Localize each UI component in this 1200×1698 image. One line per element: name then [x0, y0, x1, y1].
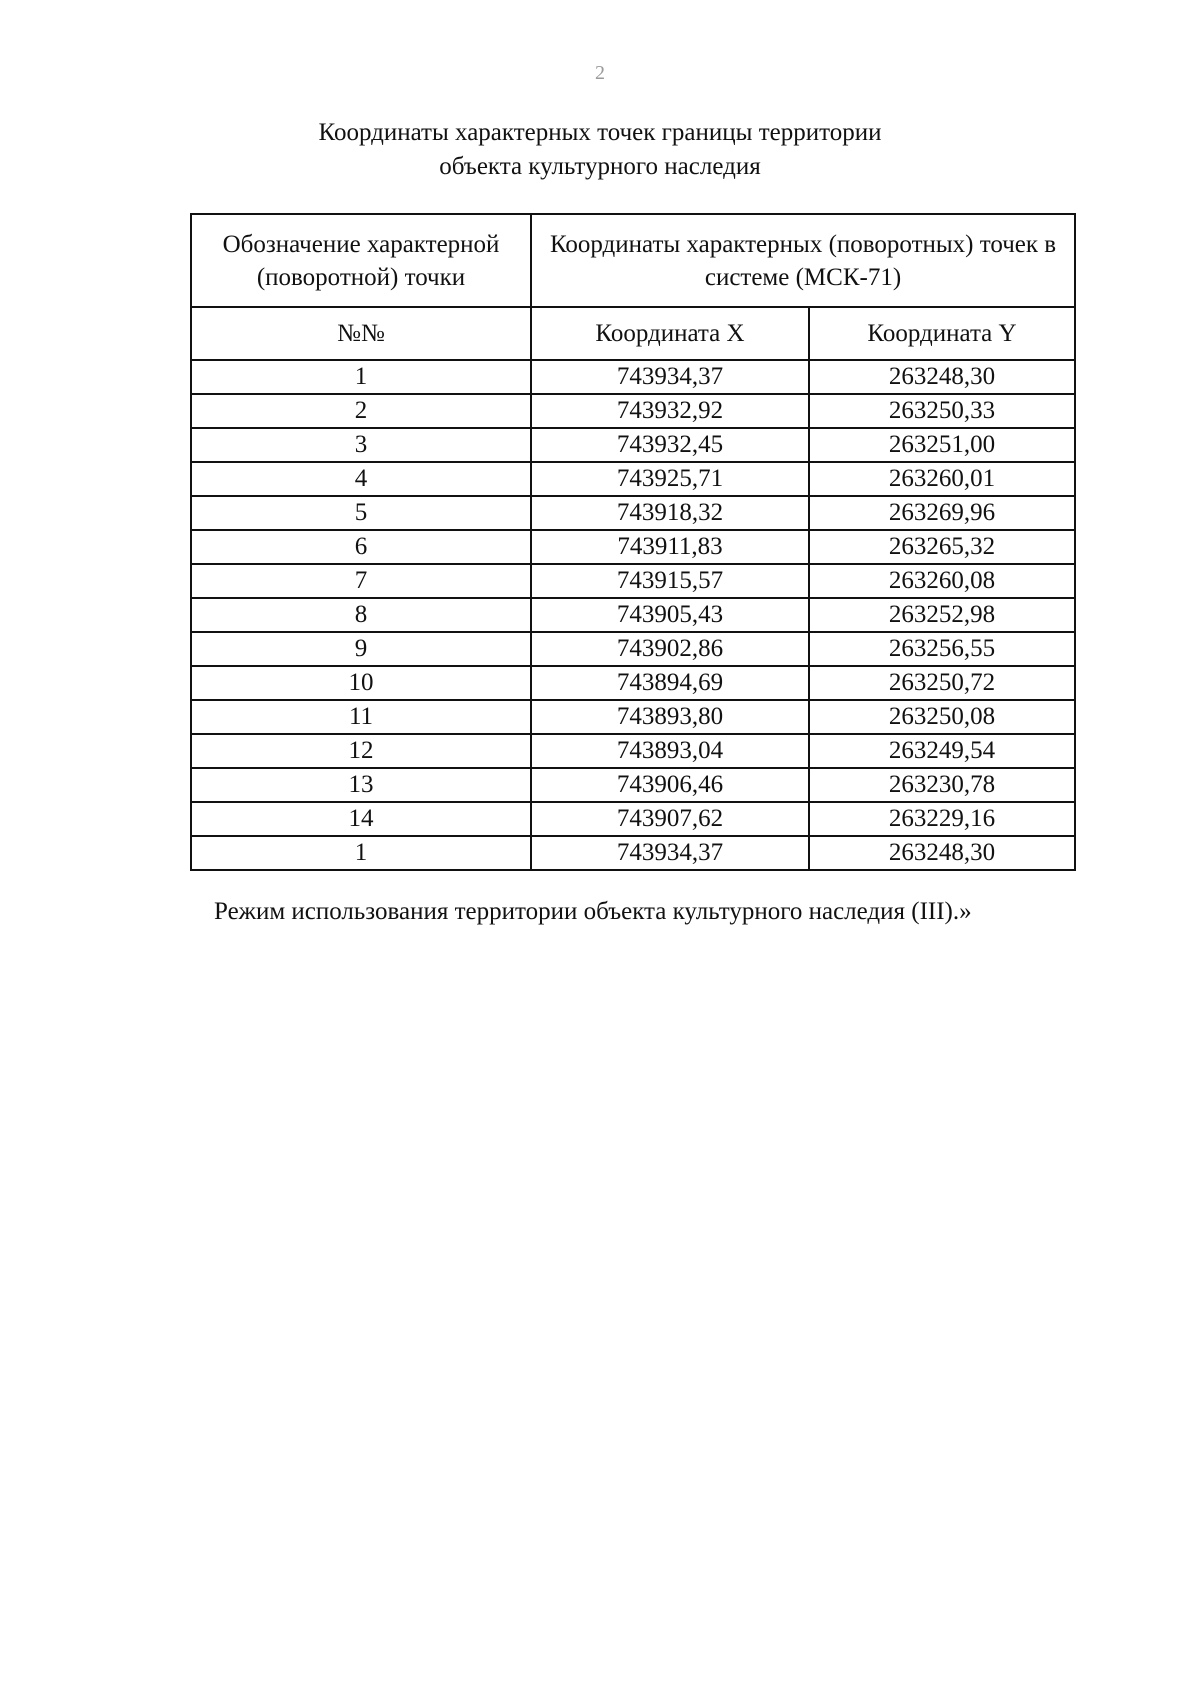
coordinates-table — [190, 213, 1076, 871]
coord-y-value: 263250,72 — [809, 666, 1075, 700]
header-point-designation: Обозначение характерной (поворотной) точки — [191, 214, 531, 307]
table-row — [191, 598, 1075, 632]
coord-y-value: 263229,16 — [809, 802, 1075, 836]
coord-y-value: 263248,30 — [809, 836, 1075, 870]
coord-x-value: 743893,80 — [531, 700, 809, 734]
table-row — [191, 564, 1075, 598]
coord-y-value: 263248,30 — [809, 360, 1075, 394]
coord-y-value: 263250,08 — [809, 700, 1075, 734]
point-number: 14 — [191, 802, 531, 836]
table-row — [191, 632, 1075, 666]
header-coordinates-system: Координаты характерных (поворотных) точек в системе (МСК-71) — [531, 214, 1075, 307]
table-row — [191, 768, 1075, 802]
coord-x-value: 743915,57 — [531, 564, 809, 598]
point-number: 8 — [191, 598, 531, 632]
point-number: 11 — [191, 700, 531, 734]
point-number: 6 — [191, 530, 531, 564]
table-row — [191, 496, 1075, 530]
coord-y-value: 263230,78 — [809, 768, 1075, 802]
header-number: №№ — [191, 307, 531, 360]
header-coord-y: Координата Y — [809, 307, 1075, 360]
coord-x-value: 743906,46 — [531, 768, 809, 802]
table-row — [191, 802, 1075, 836]
point-number: 13 — [191, 768, 531, 802]
coord-x-value: 743893,04 — [531, 734, 809, 768]
point-number: 3 — [191, 428, 531, 462]
table-row — [191, 700, 1075, 734]
coord-y-value: 263256,55 — [809, 632, 1075, 666]
document-title-line-2: объекта культурного наследия — [439, 153, 761, 180]
point-number: 12 — [191, 734, 531, 768]
coord-y-value: 263252,98 — [809, 598, 1075, 632]
point-number: 10 — [191, 666, 531, 700]
coord-y-value: 263269,96 — [809, 496, 1075, 530]
point-number: 5 — [191, 496, 531, 530]
coord-y-value: 263265,32 — [809, 530, 1075, 564]
coord-x-value: 743902,86 — [531, 632, 809, 666]
coord-x-value: 743934,37 — [531, 360, 809, 394]
page-number: 2 — [595, 62, 605, 84]
point-number: 4 — [191, 462, 531, 496]
regime-text: Режим использования территории объекта культурного наследия (III).» — [214, 898, 972, 925]
table-row — [191, 360, 1075, 394]
coord-y-value: 263260,01 — [809, 462, 1075, 496]
table-row — [191, 530, 1075, 564]
coord-x-value: 743925,71 — [531, 462, 809, 496]
table-row — [191, 394, 1075, 428]
table-header-row — [191, 214, 1075, 307]
coord-y-value: 263250,33 — [809, 394, 1075, 428]
coord-x-value: 743911,83 — [531, 530, 809, 564]
point-number: 1 — [191, 360, 531, 394]
point-number: 2 — [191, 394, 531, 428]
coord-y-value: 263249,54 — [809, 734, 1075, 768]
table-subheader-row — [191, 307, 1075, 360]
coord-x-value: 743918,32 — [531, 496, 809, 530]
coord-x-value: 743907,62 — [531, 802, 809, 836]
coord-x-value: 743894,69 — [531, 666, 809, 700]
document-title-line-1: Координаты характерных точек границы территории — [318, 119, 882, 146]
header-coord-x: Координата X — [531, 307, 809, 360]
point-number: 7 — [191, 564, 531, 598]
table-row — [191, 836, 1075, 870]
document-title — [0, 116, 1200, 184]
coord-y-value: 263260,08 — [809, 564, 1075, 598]
coord-x-value: 743932,45 — [531, 428, 809, 462]
table-row — [191, 462, 1075, 496]
table-row — [191, 734, 1075, 768]
point-number: 9 — [191, 632, 531, 666]
coord-x-value: 743905,43 — [531, 598, 809, 632]
point-number: 1 — [191, 836, 531, 870]
coord-y-value: 263251,00 — [809, 428, 1075, 462]
coord-x-value: 743934,37 — [531, 836, 809, 870]
table-row — [191, 428, 1075, 462]
coord-x-value: 743932,92 — [531, 394, 809, 428]
table-row — [191, 666, 1075, 700]
